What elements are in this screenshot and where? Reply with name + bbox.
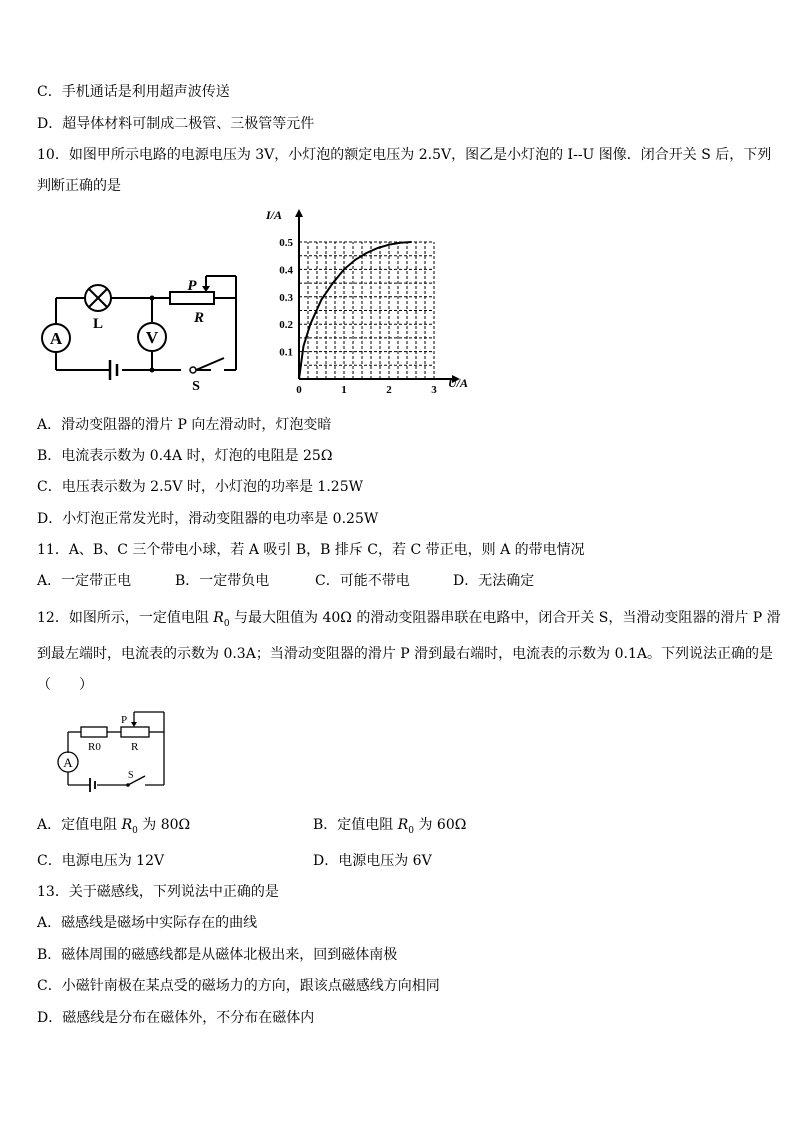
q10-option-c: C．电压表示数为 2.5V 时，小灯泡的功率是 1.25W <box>37 479 363 495</box>
q11-stem: 11．A、B、C 三个带电小球，若 A 吸引 B，B 排斥 C，若 C 带正电，则 A 的带电情况 <box>37 542 585 558</box>
q12-r0-label: R0 <box>88 741 101 753</box>
y-tick-label: 0.4 <box>279 264 293 277</box>
y-axis-arrow <box>295 209 303 217</box>
q12-option-c: C．电源电压为 12V <box>37 853 165 869</box>
q13-stem: 13．关于磁感线，下列说法中正确的是 <box>37 884 279 900</box>
q9-option-c: C．手机通话是利用超声波传送 <box>37 84 230 100</box>
q10-stem-line1: 10．如图甲所示电路的电源电压为 3V，小灯泡的额定电压为 2.5V，图乙是小灯泡的 I--U 图像．闭合开关 S 后，下列 <box>37 147 772 163</box>
x-tick-label: 2 <box>386 384 392 395</box>
q10-circuit-diagram <box>36 270 246 400</box>
ammeter-label: A <box>49 329 63 348</box>
q11-option-c: C．可能不带电 <box>315 573 410 589</box>
q12-stem-line3: （ ） <box>37 677 93 693</box>
q11-option-a: A．一定带正电 <box>37 573 132 589</box>
y-tick-label: 0.1 <box>279 346 293 359</box>
switch-label: S <box>192 379 200 394</box>
r0-symbol: R <box>213 610 224 626</box>
q12-switch-label: S <box>128 770 134 781</box>
q12-option-a: A．定值电阻 $R_0$ 为 80Ω <box>37 817 191 836</box>
slider-label: P <box>187 278 197 294</box>
q11-option-d: D．无法确定 <box>453 573 535 589</box>
q13-option-c: C．小磁针南极在某点受的磁场力的方向，跟该点磁感线方向相同 <box>37 978 440 994</box>
x-tick-label: 1 <box>341 384 347 395</box>
q13-option-b: B．磁体周围的磁感线都是从磁体北极出来，回到磁体南极 <box>37 947 398 963</box>
chart-x-axis-label: U/A <box>448 376 469 390</box>
q12-stem-line1: 12．如图所示，一定值电阻 $R_0$ 与最大阻值为 40Ω 的滑动变阻器串联在电路中，闭合开关 S，当滑动变阻器的滑片 P 滑 <box>37 610 781 629</box>
lamp-label: L <box>92 316 104 332</box>
chart-y-axis-label: I/A <box>266 208 283 222</box>
rheostat-label: R <box>193 310 205 326</box>
q10-option-b: B．电流表示数为 0.4A 时，灯泡的电阻是 25Ω <box>37 448 333 464</box>
q12-ammeter-label: A <box>63 755 73 770</box>
y-tick-label: 0.2 <box>279 319 293 332</box>
y-tick-label: 0.5 <box>279 237 293 249</box>
q12-option-b: B．定值电阻 $R_0$ 为 60Ω <box>313 817 467 836</box>
q12-slider-label: P <box>121 714 128 726</box>
x-tick-label: 0 <box>296 384 302 395</box>
voltmeter-label: V <box>145 328 159 347</box>
q13-option-d: D．磁感线是分布在磁体外，不分布在磁体内 <box>37 1010 315 1026</box>
q10-stem-line2: 判断正确的是 <box>37 178 121 194</box>
q9-option-d: D．超导体材料可制成二极管、三极管等元件 <box>37 116 315 132</box>
x-tick-label: 3 <box>431 384 437 395</box>
q11-option-b: B．一定带负电 <box>175 573 270 589</box>
q12-r-label: R <box>131 741 139 753</box>
q10-option-a: A．滑动变阻器的滑片 P 向左滑动时，灯泡变暗 <box>37 417 332 433</box>
q12-option-d: D．电源电压为 6V <box>313 853 432 869</box>
q12-stem-line2: 到最左端时，电流表的示数为 0.3A；当滑动变阻器的滑片 P 滑到最右端时，电流表的示数为 0.1A。下列说法正确的是 <box>37 646 773 662</box>
q13-option-a: A．磁感线是磁场中实际存在的曲线 <box>37 915 258 931</box>
y-tick-label: 0.3 <box>279 291 293 304</box>
q12-circuit-diagram <box>48 708 178 793</box>
q10-option-d: D．小灯泡正常发光时，滑动变阻器的电功率是 0.25W <box>37 511 379 527</box>
q10-iu-chart <box>262 205 482 395</box>
